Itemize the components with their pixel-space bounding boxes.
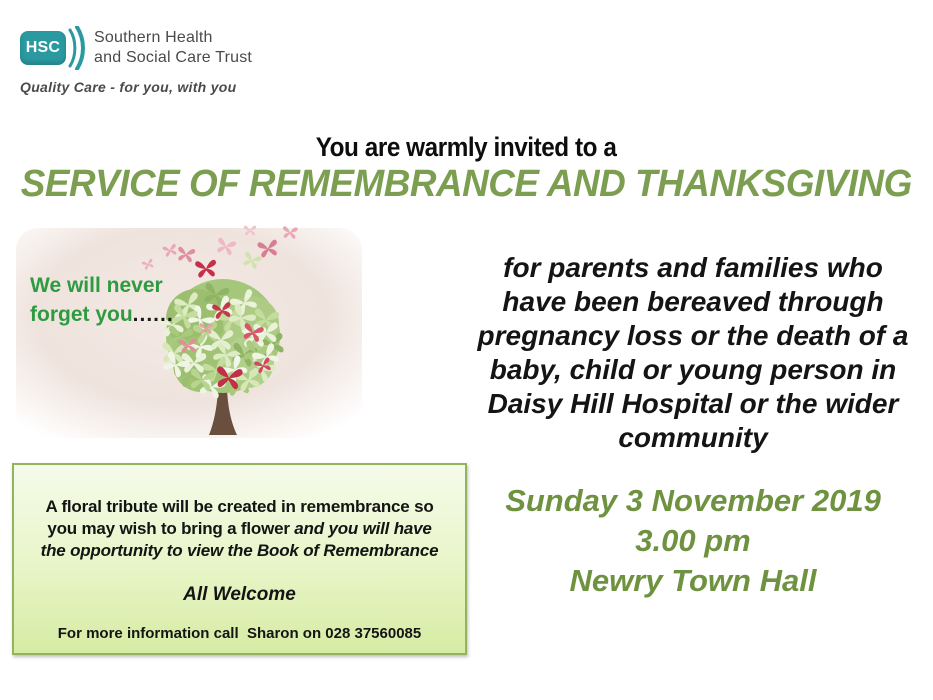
trust-tagline: Quality Care - for you, with you [20, 79, 237, 95]
hsc-logo-arcs-icon [67, 26, 85, 70]
invite-line: You are warmly invited to a [316, 132, 617, 162]
trust-logo [20, 26, 252, 95]
tree-caption [30, 271, 212, 329]
event-details [458, 481, 928, 601]
event-venue: Newry Town Hall [569, 563, 817, 598]
floral-tribute-note [14, 496, 465, 562]
description-line: pregnancy loss or the death of a [477, 320, 909, 351]
description-line: for parents and families who [503, 252, 883, 283]
trust-name-line2: and Social Care Trust [94, 49, 253, 66]
trust-name [94, 28, 252, 68]
tribute-line1: A floral tribute will be created in remembrance so [45, 497, 434, 516]
description-line: baby, child or young person in [489, 354, 897, 385]
hsc-logo-badge [20, 31, 66, 65]
page-title: SERVICE OF REMEMBRANCE AND THANKSGIVING [20, 163, 913, 205]
tribute-line2: you may wish to bring a flower and you will have [47, 519, 432, 538]
all-welcome-text: All Welcome [183, 584, 296, 605]
event-date: Sunday 3 November 2019 [505, 483, 881, 518]
contact-info: For more information call Sharon on 028 37560085 [57, 625, 422, 642]
trust-name-line1: Southern Health [94, 29, 213, 46]
tree-caption-text: We will never forget you [30, 274, 163, 326]
event-time: 3.00 pm [635, 523, 751, 558]
description-line: Daisy Hill Hospital or the wider [487, 388, 899, 419]
tribute-line3: the opportunity to view the Book of Remembrance [40, 541, 439, 560]
logo-row [20, 26, 252, 70]
hsc-logo [20, 26, 85, 70]
description-line: community [618, 422, 768, 453]
service-description [458, 251, 928, 455]
description-line: have been bereaved through [502, 286, 884, 317]
info-box [12, 463, 467, 655]
hsc-logo-text: HSC [25, 39, 61, 56]
butterfly-tree-image [16, 224, 364, 464]
tree-caption-dots: ...... [132, 303, 174, 326]
